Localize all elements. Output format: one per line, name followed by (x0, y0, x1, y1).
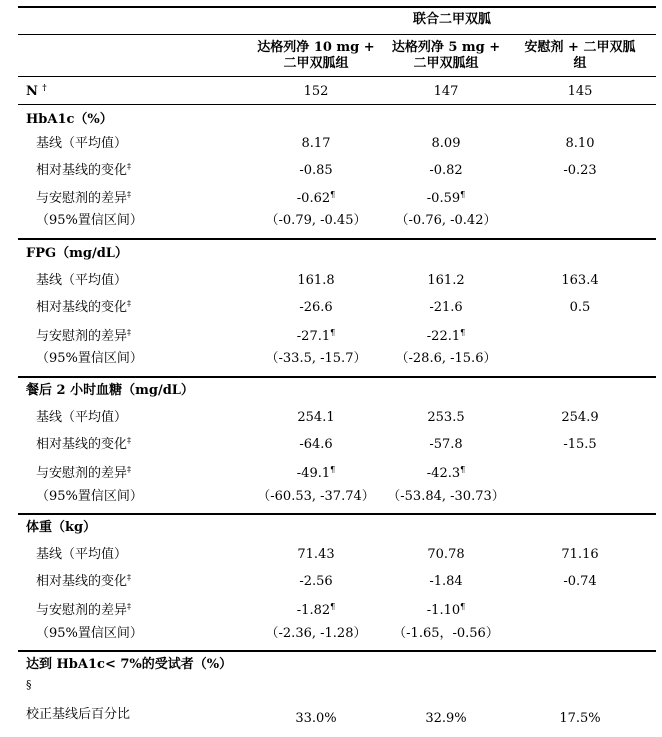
column-header-dapa10: 达格列净 10 mg + 二甲双胍组 (257, 40, 375, 71)
ci-value: （-33.5, -15.7） (265, 351, 367, 366)
change-value: -64.6 (299, 437, 333, 452)
ci-label: （95%置信区间） (36, 489, 143, 504)
adjusted-percent-value: 33.0% (295, 711, 337, 726)
diff-value: -1.10¶ (426, 602, 466, 618)
section-title-fpg: FPG（mg/dL） (26, 246, 128, 261)
baseline-label: 基线（平均值） (36, 273, 128, 288)
change-value: -2.56 (299, 574, 333, 589)
ci-value: （-1.65，-0.56） (393, 626, 499, 641)
baseline-value: 71.16 (561, 547, 599, 562)
adjusted-percent-value: 17.5% (559, 711, 601, 726)
diff-value: -27.1¶ (296, 328, 336, 344)
change-label: 相对基线的变化‡ (36, 573, 132, 589)
adjusted-percent-label: 校正基线后百分比 (26, 707, 131, 722)
footnote-mark: § (26, 678, 32, 691)
baseline-value: 8.17 (301, 136, 331, 151)
ci-value: （-28.6, -15.6） (395, 351, 497, 366)
ci-label: （95%置信区间） (36, 626, 143, 641)
change-value: 0.5 (569, 300, 591, 315)
change-value: -1.84 (429, 574, 463, 589)
diff-value: -0.62¶ (296, 190, 336, 206)
section-rule-2 (18, 376, 656, 378)
ci-value: （-0.79, -0.45） (265, 213, 367, 228)
change-label: 相对基线的变化‡ (36, 436, 132, 452)
baseline-value: 254.9 (561, 410, 599, 425)
ci-value: （-0.76, -0.42） (395, 213, 497, 228)
baseline-value: 254.1 (297, 410, 335, 425)
header-rule (18, 34, 656, 35)
section-title-hba1c: HbA1c（%） (26, 112, 113, 127)
baseline-value: 163.4 (561, 273, 599, 288)
change-value: -0.74 (563, 574, 597, 589)
section-title-ppg: 餐后 2 小时血糖（mg/dL） (26, 383, 194, 398)
diff-value: -22.1¶ (426, 328, 466, 344)
n-value-dapa10: 152 (303, 84, 329, 99)
section-title-weight: 体重（kg） (26, 520, 97, 535)
change-label: 相对基线的变化‡ (36, 162, 132, 178)
diff-label: 与安慰剂的差异‡ (36, 602, 132, 618)
n-row-label: N † (26, 82, 47, 99)
baseline-value: 161.8 (297, 273, 335, 288)
baseline-label: 基线（平均值） (36, 136, 128, 151)
ci-label: （95%置信区间） (36, 213, 143, 228)
diff-value: -0.59¶ (426, 190, 466, 206)
baseline-value: 8.09 (431, 136, 461, 151)
ci-value: （-2.36, -1.28） (265, 626, 367, 641)
diff-value: -42.3¶ (426, 465, 466, 481)
baseline-label: 基线（平均值） (36, 410, 128, 425)
diff-label: 与安慰剂的差异‡ (36, 465, 132, 481)
diff-value: -1.82¶ (296, 602, 336, 618)
n-value-dapa5: 147 (433, 84, 459, 99)
diff-label: 与安慰剂的差异‡ (36, 328, 132, 344)
change-value: -21.6 (429, 300, 463, 315)
section-title-hba1c-target: 达到 HbA1c< 7%的受试者（%） (26, 657, 233, 672)
diff-value: -49.1¶ (296, 465, 336, 481)
baseline-value: 8.10 (565, 136, 595, 151)
baseline-value: 71.43 (297, 547, 335, 562)
section-rule-4 (18, 650, 656, 652)
ci-label: （95%置信区间） (36, 351, 143, 366)
change-value: -26.6 (299, 300, 333, 315)
column-header-dapa5: 达格列净 5 mg + 二甲双胍组 (391, 40, 501, 71)
group-title: 联合二甲双胍 (412, 12, 491, 27)
adjusted-percent-value: 32.9% (425, 711, 467, 726)
baseline-value: 161.2 (427, 273, 465, 288)
baseline-value: 253.5 (427, 410, 465, 425)
change-label: 相对基线的变化‡ (36, 299, 132, 315)
column-header-placebo: 安慰剂 + 二甲双胍 组 (524, 40, 636, 71)
section-rule-3 (18, 513, 656, 515)
header-bottom-rule (18, 76, 656, 77)
n-value-placebo: 145 (567, 84, 593, 99)
results-table (18, 0, 656, 737)
ci-value: （-53.84, -30.73） (387, 489, 505, 504)
ci-value: （-60.53, -37.74） (257, 489, 375, 504)
change-value: -0.85 (299, 163, 333, 178)
baseline-value: 70.78 (427, 547, 465, 562)
change-value: -57.8 (429, 437, 463, 452)
section-rule-1 (18, 238, 656, 240)
change-value: -15.5 (563, 437, 597, 452)
change-value: -0.82 (429, 163, 463, 178)
n-row-rule (18, 104, 656, 105)
change-value: -0.23 (563, 163, 597, 178)
baseline-label: 基线（平均值） (36, 547, 128, 562)
diff-label: 与安慰剂的差异‡ (36, 190, 132, 206)
table-top-rule (18, 6, 656, 8)
